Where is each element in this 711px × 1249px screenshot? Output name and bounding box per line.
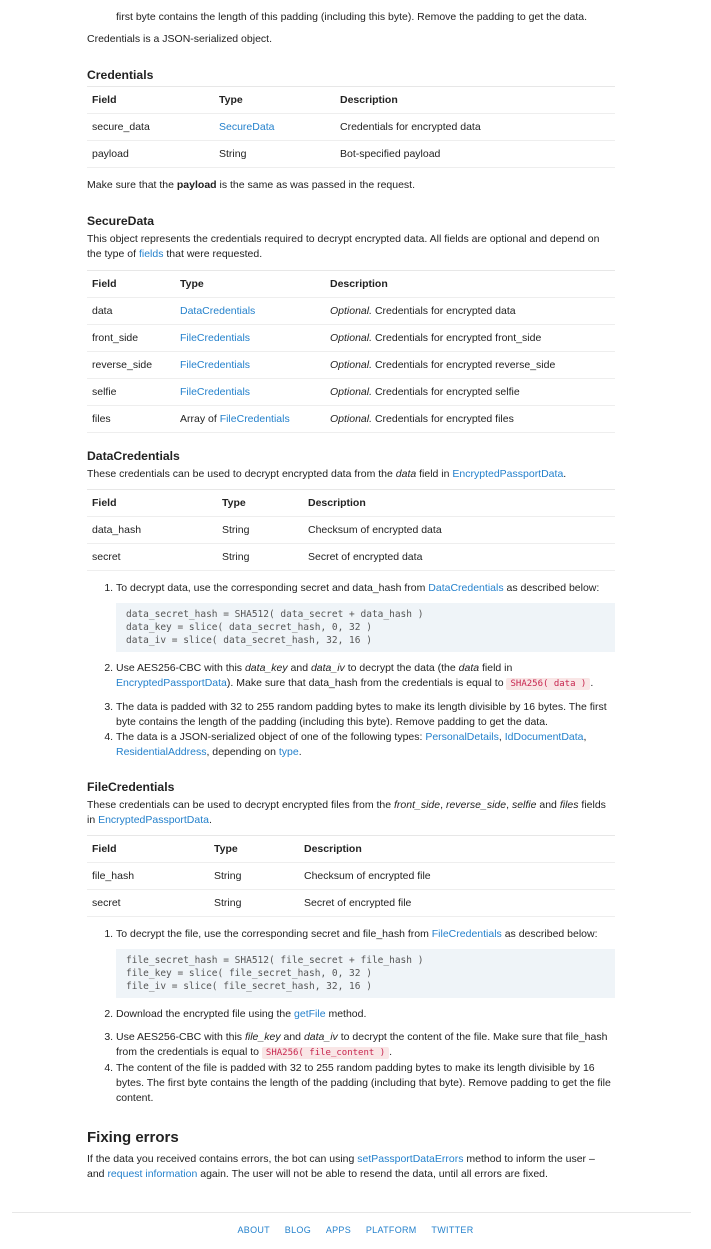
field-cell: secure_data [87,114,214,141]
table-row [87,352,615,379]
footer-link-about[interactable]: ABOUT [237,1225,270,1235]
field-cell: files [87,406,175,433]
field-cell: secret [87,544,217,571]
table-row [87,544,615,571]
type-cell: String [209,863,299,890]
desc-cell: Credentials for encrypted data [335,114,615,141]
field-cell: file_hash [87,863,209,890]
inline-code: SHA256( data ) [506,678,590,690]
inline-code: SHA256( file_content ) [262,1047,389,1059]
desc-cell: Optional. Credentials for encrypted data [325,298,615,325]
filecredentials-steps [87,927,615,1106]
col-field: Field [87,490,217,517]
fixing-errors-text: If the data you received contains errors, the bot can using setPassportDataErrors method to inform the user – and request information again. The user will not be able to resend the data, until all errors are fixed. [87,1153,595,1180]
footer-link-apps[interactable]: APPS [325,1225,352,1235]
list-item: 3. Use AES256-CBC with this file_key and data_iv to decrypt the content of the file. Make sure that file_hash from the credentials is equal to SHA256( file_content ) . [116,1030,615,1061]
field-cell: front_side [87,325,175,352]
request-information-link[interactable]: request information [107,1168,198,1180]
list-item: 2. Use AES256-CBC with this data_key and data_iv to decrypt the data (the data field in EncryptedPassportData). Make sure that data_hash from the credentials is equal to SHA256( data ) . [116,661,615,692]
table-row [87,863,615,890]
table-row [87,379,615,406]
footer-divider [12,1212,691,1213]
field-cell: selfie [87,379,175,406]
desc-cell: Optional. Credentials for encrypted selfie [325,379,615,406]
footer-link-twitter[interactable]: TWITTER [431,1225,474,1235]
desc-cell: Secret of encrypted data [303,544,615,571]
type-link-filecredentials[interactable]: FileCredentials [219,413,290,425]
footer-nav [0,1225,711,1235]
footer-link-platform[interactable]: PLATFORM [365,1225,417,1235]
intro-tail: first byte contains the length of this padding (including this byte). Remove the padding to get the data. [116,11,588,23]
list-item: 4. The content of the file is padded with 32 to 255 random padding bytes to make its length divisible by 16 bytes. The first byte contains the length of the padding (including that byte). Remove padding to get the file content. [116,1061,615,1106]
col-description: Description [325,271,615,298]
field-cell: secret [87,890,209,917]
type-link-filecredentials[interactable]: FileCredentials [180,359,251,371]
desc-cell: Checksum of encrypted file [299,863,615,890]
list-item: 3. The data is padded with 32 to 255 random padding bytes to make its length divisible by 16 bytes. The first byte contains the length of the padding (including this byte). Remove padding to get the data. [116,700,615,730]
filecredentials-title: FileCredentials [87,780,175,794]
list-item: 2. Download the encrypted file using the getFile method. [116,1007,615,1022]
code-block: data_secret_hash = SHA512( data_secret + data_hash ) data_key = slice( data_secret_hash, 0, 32 ) data_iv = slice( data_secret_hash, 32, 16 ) [116,603,615,652]
type-cell: String [209,890,299,917]
col-description: Description [303,490,615,517]
field-cell: payload [87,141,214,168]
type-cell: String [217,544,303,571]
col-description: Description [335,87,615,114]
securedata-title: SecureData [87,214,155,228]
encryptedpassportdata-link[interactable]: EncryptedPassportData [98,814,209,826]
list-item: 1. To decrypt data, use the corresponding secret and data_hash from DataCredentials as described below: data_secret_hash = SHA512( data_secret + data_hash ) data_key = slice( data_secret_hash, 0, 32 ) data_iv = slice( data_secret_hash, 32, 16 ) [116,581,615,652]
type-link-filecredentials[interactable]: FileCredentials [180,332,251,344]
field-cell: data [87,298,175,325]
type-link[interactable]: type [278,746,299,758]
table-row [87,890,615,917]
setpassportdataerrors-link[interactable]: setPassportDataErrors [357,1153,464,1165]
desc-cell: Optional. Credentials for encrypted reverse_side [325,352,615,379]
col-field: Field [87,87,214,114]
table-row [87,141,615,168]
datacredentials-description: These credentials can be used to decrypt encrypted data from the data field in EncryptedPassportData. [87,468,567,480]
fields-link[interactable]: fields [138,248,164,260]
footer-link-blog[interactable]: BLOG [284,1225,312,1235]
type-link-securedata[interactable]: SecureData [219,121,275,133]
credentials-note: Credentials is a JSON-serialized object. [87,33,272,45]
col-type: Type [217,490,303,517]
desc-cell: Optional. Credentials for encrypted front_side [325,325,615,352]
encryptedpassportdata-link[interactable]: EncryptedPassportData [452,468,564,480]
fixing-errors-title: Fixing errors [87,1129,179,1146]
table-row [87,114,615,141]
list-item: 1. To decrypt the file, use the corresponding secret and file_hash from FileCredentials as described below: file_secret_hash = SHA512( file_secret + file_hash ) file_key = slice( file_secret_hash, 0, 32 ) file_iv = slice( file_secret_hash, 32, 16 ) [116,927,615,998]
personaldetails-link[interactable]: PersonalDetails [425,731,499,743]
col-field: Field [87,271,175,298]
desc-cell: Secret of encrypted file [299,890,615,917]
table-row: files Array of FileCredentials Optional. Credentials for encrypted files [87,406,615,433]
securedata-description: This object represents the credentials required to decrypt encrypted data. All fields are optional and depend on the type of fields that were requested. [87,233,600,260]
payload-note: Make sure that the payload is the same as was passed in the request. [87,179,416,191]
col-type: Type [209,836,299,863]
field-cell: reverse_side [87,352,175,379]
datacredentials-title: DataCredentials [87,449,180,463]
filecredentials-description: These credentials can be used to decrypt encrypted files from the front_side, reverse_side, selfie and files fields in EncryptedPassportData. [87,799,606,826]
table-row [87,517,615,544]
type-link-datacredentials[interactable]: DataCredentials [180,305,256,317]
col-description: Description [299,836,615,863]
credentials-title: Credentials [87,68,154,82]
encryptedpassportdata-link[interactable]: EncryptedPassportData [116,677,227,689]
residentialaddress-link[interactable]: ResidentialAddress [116,746,207,758]
iddocumentdata-link[interactable]: IdDocumentData [504,731,584,743]
getfile-link[interactable]: getFile [294,1008,326,1020]
table-row [87,325,615,352]
code-block: file_secret_hash = SHA512( file_secret + file_hash ) file_key = slice( file_secret_hash, 0, 32 ) file_iv = slice( file_secret_hash, 32, 16 ) [116,949,615,998]
type-cell: String [214,141,335,168]
credentials-table [87,86,615,168]
col-type: Type [175,271,325,298]
filecredentials-table [87,835,615,917]
desc-cell: Checksum of encrypted data [303,517,615,544]
col-field: Field [87,836,209,863]
desc-cell: Bot-specified payload [335,141,615,168]
datacredentials-link[interactable]: DataCredentials [428,582,504,594]
list-item: 4. The data is a JSON-serialized object of one of the following types: PersonalDetails, IdDocumentData, ResidentialAddress, depending on type. [116,730,615,760]
type-link-filecredentials[interactable]: FileCredentials [180,386,251,398]
desc-cell: Optional. Credentials for encrypted files [325,406,615,433]
col-type: Type [214,87,335,114]
type-cell: String [217,517,303,544]
field-cell: data_hash [87,517,217,544]
datacredentials-table [87,489,615,571]
table-row [87,298,615,325]
datacredentials-steps [87,581,615,760]
securedata-table [87,270,615,433]
filecredentials-link[interactable]: FileCredentials [431,928,502,940]
